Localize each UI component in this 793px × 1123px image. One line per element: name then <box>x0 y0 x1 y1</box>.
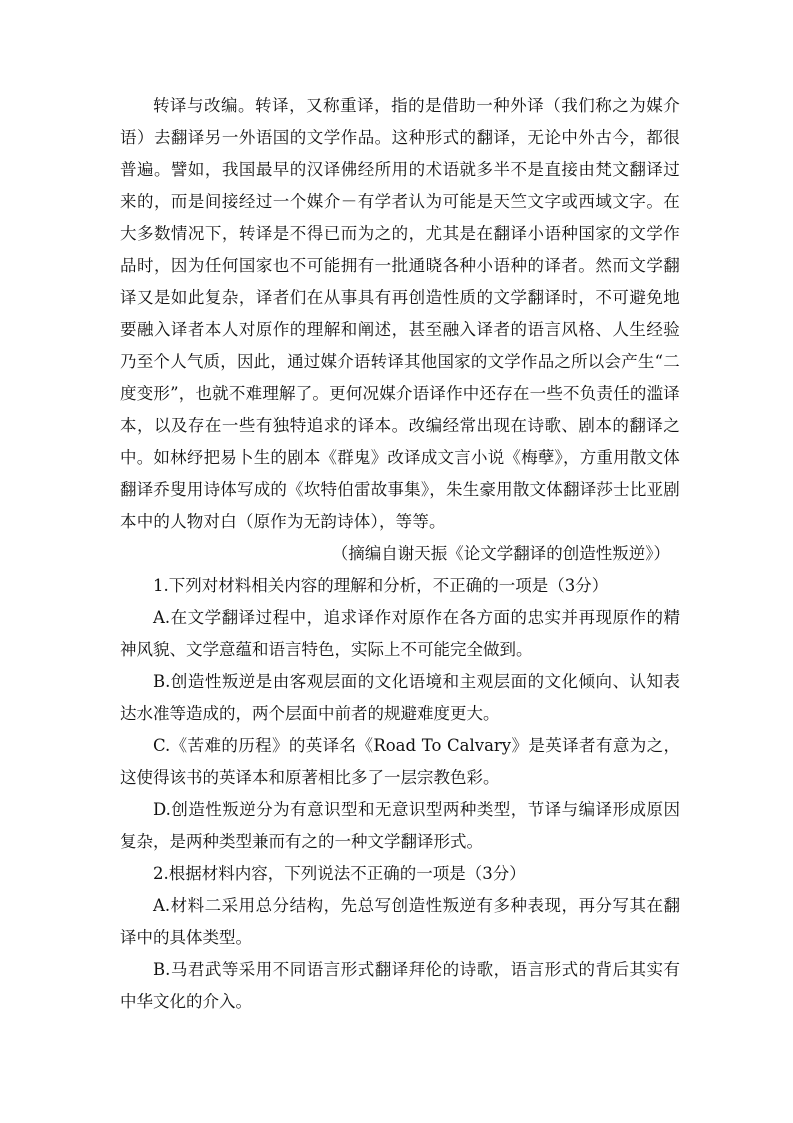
passage-paragraph: 转译与改编。转译，又称重译，指的是借助一种外译（我们称之为媒介语）去翻译另一外语国的文学作品。这种形式的翻译，无论中外古今，都很普遍。譬如，我国最早的汉译佛经所用的术语就多半不是直接由梵文翻译过来的，而是间接经过一个媒介－有学者认为可能是天竺文字或西域文字。在大多数情况下，转译是不得已而为之的，尤其是在翻译小语种国家的文学作品时，因为任何国家也不可能拥有一批通晓各种小语种的译者。然而文学翻译又是如此复杂，译者们在从事具有再创造性质的文学翻译时，不可避免地要融入译者本人对原作的理解和阐述，甚至融入译者的语言风格、人生经验乃至个人气质，因此，通过媒介语转译其他国家的文学作品之所以会产生“二度变形”，也就不难理解了。更何况媒介语译作中还存在一些不负责任的滥译本，以及存在一些有独特追求的译本。改编经常出现在诗歌、剧本的翻译之中。如林纾把易卜生的剧本《群鬼》改译成文言小说《梅孽》，方重用散文体翻译乔叟用诗体写成的《坎特伯雷故事集》，朱生豪用散文体翻译莎士比亚剧本中的人物对白（原作为无韵诗体），等等。 <box>120 96 680 531</box>
option-a: A.在文学翻译过程中，追求译作对原作在各方面的忠实并再现原作的精神风貌、文学意蕴和语言特色，实际上不可能完全做到。 <box>120 608 680 659</box>
option-b: B.马君武等采用不同语言形式翻译拜伦的诗歌，语言形式的背后其实有中华文化的介入。 <box>120 960 680 1011</box>
question-2 <box>120 858 680 1018</box>
option-c: C.《苦难的历程》的英译名《Road To Calvary》是英译者有意为之，这使得该书的英译本和原著相比多了一层宗教色彩。 <box>120 736 680 787</box>
option-b: B.创造性叛逆是由客观层面的文化语境和主观层面的文化倾向、认知表达水准等造成的，两个层面中前者的规避难度更大。 <box>120 672 680 723</box>
option-a: A.材料二采用总分结构，先总写创造性叛逆有多种表现，再分写其在翻译中的具体类型。 <box>120 896 680 947</box>
question-stem: 2.根据材料内容，下列说法不正确的一项是（3分） <box>153 864 526 883</box>
option-d: D.创造性叛逆分为有意识型和无意识型两种类型，节译与编译形成原因复杂，是两种类型兼而有之的一种文学翻译形式。 <box>120 800 680 851</box>
passage-source: （摘编自谢天振《论文学翻译的创造性叛逆》） <box>331 544 670 563</box>
question-stem: 1.下列对材料相关内容的理解和分析，不正确的一项是（3分） <box>153 576 609 595</box>
question-1 <box>120 570 680 858</box>
document-page <box>120 90 680 1018</box>
